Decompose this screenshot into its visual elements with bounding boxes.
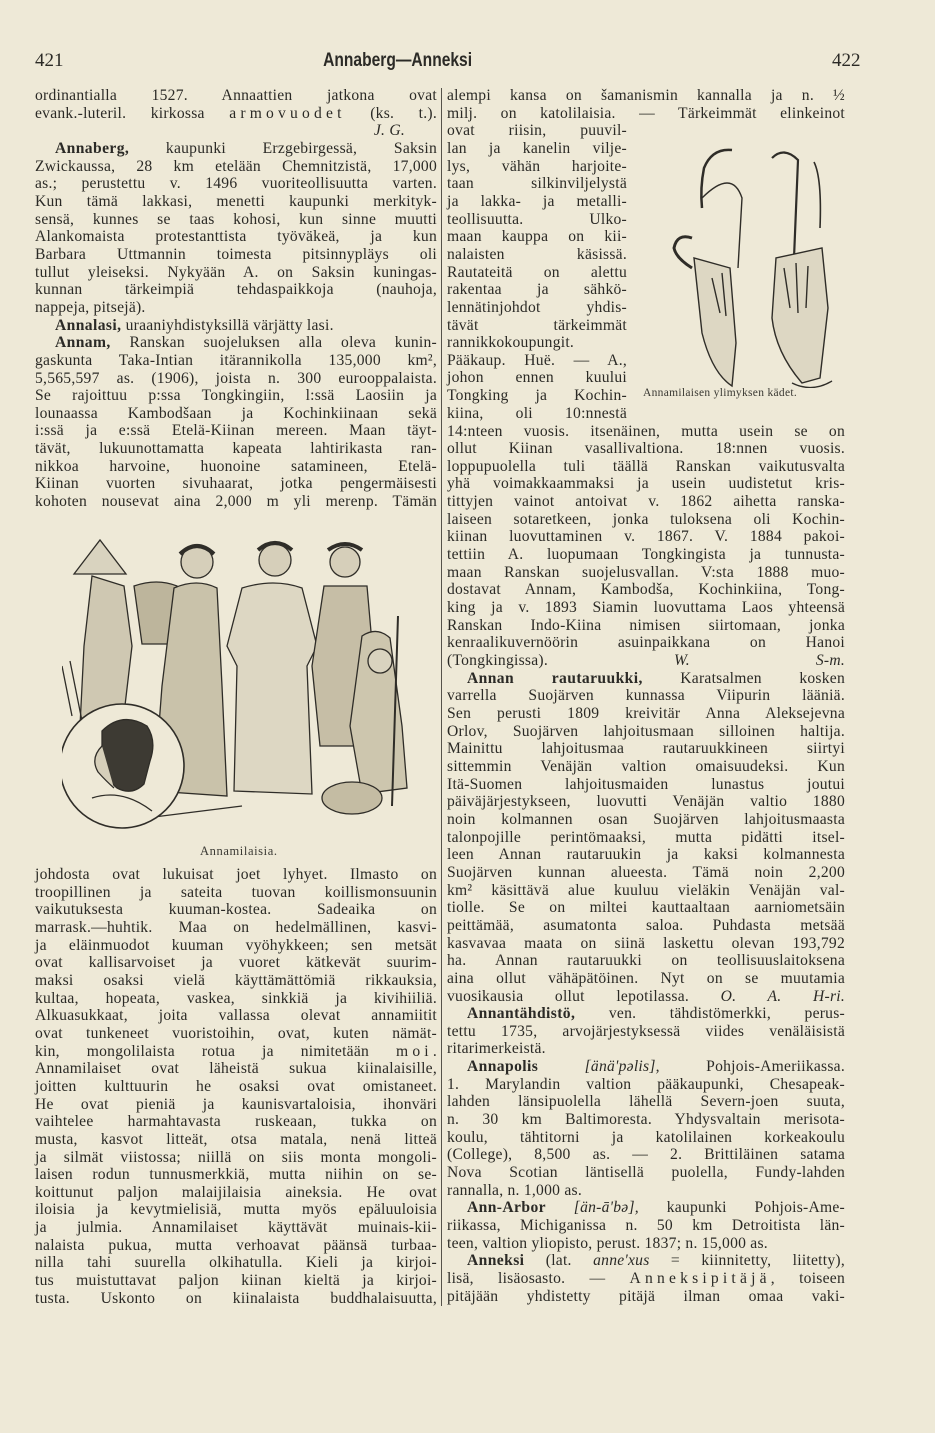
text-line [447, 122, 627, 140]
text-segment: lisä, lisäosasto. — [447, 1270, 630, 1287]
text-segment: ordinantialla 1527. Annaattien jatkona ovat [35, 87, 437, 104]
text-line [35, 1290, 437, 1308]
text-segment: ritarimerkeistä. [447, 1040, 546, 1058]
text-segment: vuosikausia ollut lepotilassa. [447, 987, 721, 1005]
text-line [447, 758, 845, 776]
text-segment [538, 1058, 584, 1075]
text-line [447, 1040, 845, 1058]
text-segment: tittyjen vainot antoivat v. 1862 aihetta ranska- [447, 493, 845, 511]
text-segment: Se rajoittuu p:ssa Tongkingiin, l:ssä Laosiin ja [35, 387, 437, 405]
text-line [35, 475, 437, 493]
text-segment: peittämää, asumatonta saloa. Puhdasta metsää [447, 916, 845, 934]
text-line [35, 175, 437, 193]
text-line [447, 369, 627, 387]
text-line [35, 334, 437, 352]
text-segment: noin kolmannen osan Suojärven lahjoitusmaasta [447, 810, 845, 828]
text-segment: km² käsittävä alue kuuluu vieläkin Venäjän val- [447, 881, 845, 899]
text-segment: johdosta ovat lukuisat joet lyhyet. Ilmasto on [35, 866, 437, 883]
text-line [447, 299, 627, 317]
text-segment: riikassa, Michiganissa n. 50 km Detroitista län- [447, 1217, 845, 1235]
text-line [447, 1093, 845, 1111]
text-line [447, 670, 845, 688]
text-line [35, 387, 437, 405]
text-line [35, 105, 437, 123]
text-line [35, 458, 437, 476]
text-line [447, 423, 845, 441]
text-segment: tävät, lukuunottamatta kapeata lahtirikasta ran- [35, 440, 437, 458]
text-segment: rannikkokoupungit. [447, 334, 575, 352]
text-segment: rannalla, n. 1,000 as. [447, 1181, 582, 1199]
text-line [447, 652, 845, 670]
text-line [447, 581, 845, 599]
italic-text: O. A. H-ri. [720, 987, 845, 1005]
text-line [35, 122, 437, 140]
annamese-people-illustration [62, 526, 442, 848]
text-segment: päiväjärjestykseen, luovutti Venäjän valtio 1880 [447, 793, 845, 811]
text-line [447, 740, 845, 758]
text-line [447, 776, 845, 794]
text-line [35, 1237, 437, 1255]
text-segment: Alkuasukkaat, joita vallassa olevat annamiitit [35, 1007, 437, 1025]
text-line [447, 899, 845, 917]
text-line [35, 405, 437, 423]
text-segment: kohoten nousevat aina 2,000 m yli merenp. Tämän [35, 493, 437, 511]
text-line [35, 493, 437, 511]
text-line [447, 1270, 845, 1288]
text-segment: lan ja kanelin vilje- [447, 139, 627, 157]
text-line [447, 475, 845, 493]
text-line [447, 952, 845, 970]
text-segment: vaihtelee harmahtavasta ruskeaan, tukka on [35, 1113, 437, 1131]
text-line [447, 281, 627, 299]
text-line [35, 1025, 437, 1043]
text-segment: , toiseen [770, 1270, 845, 1287]
text-line [35, 87, 437, 105]
italic-text: [änä'pəlis], [584, 1058, 660, 1076]
text-line [35, 937, 437, 955]
text-segment: Kun tämä lakkasi, menetti kaupunki merkityk- [35, 192, 437, 210]
italic-text: [än-ā'bə], [573, 1199, 639, 1217]
text-segment: tiolle. Se on miltei kauttaaltaan aarniometsäin [447, 899, 845, 917]
text-line [447, 617, 845, 635]
text-segment: ja julmia. Annamilaiset käyttävät muinais-kii- [35, 1219, 437, 1237]
text-line [35, 954, 437, 972]
italic-text: J. G. [373, 122, 405, 140]
text-line [447, 352, 627, 370]
text-line [35, 884, 437, 902]
text-line [35, 1043, 437, 1061]
text-line [447, 829, 845, 847]
text-segment: johon ennen kuului [447, 369, 627, 387]
text-line [447, 1146, 845, 1164]
text-segment: nilla tahi suurella olkihatulla. Kieli ja kirjoi- [35, 1254, 437, 1272]
text-line [447, 528, 845, 546]
text-segment: teollisuutta. Ulko- [447, 210, 627, 228]
text-line [35, 1007, 437, 1025]
text-line [447, 405, 627, 423]
text-line [35, 370, 437, 388]
text-line [35, 246, 437, 264]
text-segment: lennätinjohdot yhdis- [447, 298, 627, 316]
text-segment: kultaa, hopeata, vaskea, sinkkiä ja kivihiiliä. [35, 989, 437, 1007]
page-number-left: 421 [35, 50, 64, 71]
text-segment: Tongking ja Kochin- [447, 387, 627, 405]
text-segment: koulu, tähtitorni ja katolilainen korkeakoulu [447, 1128, 845, 1146]
text-segment: 5,565,597 as. (1906), joista n. 300 eurooppalaista. [35, 369, 437, 387]
text-segment: 14:nteen vuosis. itsenäinen, mutta usein se on [447, 422, 845, 440]
text-segment: yhä voimakkaammaksi ja usein uudistetut kris- [447, 475, 845, 493]
text-segment: dostavat Annam, Kambodša, Kochinkiina, Tong- [447, 581, 845, 599]
text-segment: pitäjään yhdistetty pitäjä ilman omaa vaki- [447, 1287, 845, 1305]
text-segment: Nova Scotian läntisellä puolella, Fundy-lahden [447, 1164, 845, 1182]
text-segment: ven. tähdistömerkki, perus- [575, 1005, 845, 1023]
text-segment: sensä, kunnes se taas kohosi, kun sinne muutti [35, 210, 437, 228]
text-segment: ollut Kiinan vasallivaltiona. 18:nnen vuosis. [447, 440, 845, 458]
text-line [447, 246, 627, 264]
text-segment: uraaniyhdistyksillä värjätty lasi. [121, 316, 334, 334]
spaced-emphasis: armovuodet [229, 104, 346, 122]
text-segment: marrask.—huhtik. Maa on hedelmällinen, kasvi- [35, 918, 437, 936]
text-segment: nappeja, pitsejä). [35, 298, 146, 316]
text-segment: loppupuolella tuli täällä Ranskan vaikutusvalta [447, 457, 845, 475]
text-segment: kin, mongolilaista rotua ja nimitetään [35, 1042, 396, 1060]
text-line [35, 1060, 437, 1078]
text-line [35, 1254, 437, 1272]
entry-headword: Annantähdistö, [467, 1005, 576, 1023]
text-segment: iloisia ja kevytmielisiä, mutta myös epäluuloisia [35, 1201, 437, 1219]
text-line [447, 723, 845, 741]
text-line [447, 1111, 845, 1129]
text-line [35, 140, 437, 158]
text-segment: ja lakka- ja metalli- [447, 192, 627, 210]
text-segment: nikkoa harvoine, huonoine satamineen, Etelä- [35, 457, 437, 475]
text-segment: gaskunta Taka-Intian itärannikolla 135,000 km², [35, 351, 437, 369]
text-line [447, 970, 845, 988]
text-line [35, 211, 437, 229]
text-segment: (Tongkingissa). [447, 652, 674, 670]
spaced-emphasis: moi [395, 1042, 433, 1060]
text-line [447, 793, 845, 811]
text-segment: Kiinan vuorten sivuhaarat, jotka pengermäisesti [35, 475, 437, 493]
entry-headword: Annapolis [467, 1058, 539, 1076]
text-segment: Rautateitä on alettu [447, 263, 627, 281]
text-line [447, 140, 627, 158]
entry-headword: Anneksi [467, 1252, 525, 1270]
text-segment: kunnan tärkeimpiä tehdaspaikkoja (nauhoja, [35, 281, 437, 299]
text-segment: Ranskan Indo-Kiina nimisen siirtomaan, jonka [447, 616, 845, 634]
text-line [447, 511, 845, 529]
text-segment [546, 1199, 574, 1216]
text-segment: He ovat pieniä ja kaunisvartaloisia, ihonväri [35, 1095, 437, 1113]
text-segment: vaikutuksesta kuuman-kostea. Sadeaika on [35, 901, 437, 919]
text-line [35, 1184, 437, 1202]
text-segment: evank.-luteril. kirkossa [35, 104, 230, 122]
text-segment: tettu 1735, arvojärjestyksessä viides venäläisistä [447, 1022, 845, 1040]
spaced-emphasis: Anneksipitäjä [629, 1270, 771, 1287]
text-segment: koittunut paljon malaijilaisia aineksia. He ovat [35, 1183, 437, 1201]
text-segment: lys, vähän harjoite- [447, 157, 627, 175]
text-segment: kiina, oli 10:nnestä [447, 404, 627, 422]
entry-headword: Annan rautaruukki, [467, 669, 643, 687]
text-line [447, 158, 627, 176]
text-segment: teen, valtion yliopisto, perust. 1837; n. 15,000 as. [447, 1234, 768, 1252]
text-segment: talonpojille perintömaaksi, mutta pidätti itsel- [447, 828, 845, 846]
running-header-title: Annaberg—Anneksi [323, 50, 473, 71]
text-line [447, 1129, 845, 1147]
text-segment: varrella Suojärven kunnassa Viipurin lääniä. [447, 687, 845, 705]
text-segment: tullut yleiseksi. Nykyään A. on Saksin kuningas- [35, 263, 437, 281]
text-segment: 1. Marylandin valtion pääkaupunki, Chesapeak- [447, 1075, 845, 1093]
text-line [35, 1113, 437, 1131]
text-line [35, 158, 437, 176]
text-line [447, 228, 627, 246]
text-line [35, 1201, 437, 1219]
text-line [35, 1078, 437, 1096]
text-line [447, 175, 627, 193]
text-segment: Ranskan suojeluksen alla oleva kunin- [110, 334, 437, 352]
right-column-narrow-text [447, 122, 627, 422]
text-segment: tus muistuttavat paljon kiinan kieltä ja kirjoi- [35, 1272, 437, 1290]
text-segment: taan silkinviljelystä [447, 175, 627, 193]
text-segment: maan Ranskan suojelusvallan. V:sta 1888 muo- [447, 563, 845, 581]
text-segment: musta, kasvot litteät, otsa matala, nenä litteä [35, 1130, 437, 1148]
text-segment: as.; perustettu v. 1496 vuoriteollisuutta varten. [35, 175, 437, 193]
entry-headword: Ann-Arbor [467, 1199, 546, 1217]
text-line [35, 972, 437, 990]
text-line [447, 387, 627, 405]
text-segment: alempi kansa on šamanismin kannalla ja n. ½ [447, 87, 845, 104]
text-segment: joitten kulttuurin he osaksi ovat omistaneet. [35, 1077, 437, 1095]
text-line [447, 493, 845, 511]
text-line [447, 264, 627, 282]
text-line [447, 440, 845, 458]
text-segment: nalaista pukua, mutta verhoavat päänsä turbaa- [35, 1236, 437, 1254]
text-line [35, 919, 437, 937]
text-segment: n. 30 km Baltimoresta. Yhdysvaltain merisota- [447, 1111, 845, 1129]
text-line [447, 705, 845, 723]
text-segment: kiinan luovuttaminen v. 1867. V. 1884 pakoi- [447, 528, 845, 546]
text-segment: = kiinnitetty, liitetty), [649, 1252, 845, 1270]
text-line [35, 440, 437, 458]
text-segment: Pohjois-Ameriikassa. [659, 1058, 845, 1076]
text-segment: laisen rodun tunnusmerkkiä, mutta niihin on se- [35, 1166, 437, 1184]
text-segment: Pääkaup. Huë. — A., [447, 351, 627, 369]
text-line [35, 1096, 437, 1114]
text-segment: Itä-Suomen lahjoitusmaiden lunastus joutui [447, 775, 845, 793]
page-number-right: 422 [832, 50, 861, 71]
text-segment: kaupunki Erzgebirgessä, Saksin [129, 139, 437, 157]
text-segment: (ks. t.). [345, 104, 437, 122]
text-line [447, 882, 845, 900]
text-line [447, 1164, 845, 1182]
text-line [447, 1023, 845, 1041]
text-segment: Suojärven kunnan alueesta. Tämä noin 2,200 [447, 863, 845, 881]
text-segment: maan kauppa on kii- [447, 228, 627, 246]
text-segment: tävät tärkeimmät [447, 316, 627, 334]
text-segment: lahden länsipuolella lähellä Severn-joen suuta, [447, 1093, 845, 1111]
left-column-top-text [35, 87, 437, 511]
text-line [35, 317, 437, 335]
text-segment: (College), 8,500 as. — 2. Brittiläinen satama [447, 1146, 845, 1164]
text-line [447, 935, 845, 953]
text-line [447, 1235, 845, 1253]
text-segment: king ja v. 1893 Siamin luovuttama Laos yhteensä [447, 599, 845, 617]
right-column-top-text [447, 87, 845, 122]
text-line [447, 105, 845, 123]
text-segment: Mainittu lahjoitusmaa rautaruukkineen siirtyi [447, 740, 845, 758]
text-segment: lounaassa Kambodšaan ja Kochinkiinaan sekä [35, 404, 437, 422]
text-line [447, 458, 845, 476]
text-segment: troopillinen ja sateita tuovan koillismonsuunin [35, 883, 437, 901]
text-segment: Annamilaiset ovat läheistä sukua kiinalaisille, [35, 1060, 437, 1078]
text-line [447, 546, 845, 564]
text-segment: Orlov, Suojärven lahjoitusmaan silloinen haltija. [447, 722, 845, 740]
text-line [447, 1076, 845, 1094]
left-column-bottom-text [35, 866, 437, 1307]
text-line [35, 299, 437, 317]
text-line [35, 990, 437, 1008]
text-segment: maksi osaksi vielä käyttämättömiä rikkauksia, [35, 971, 437, 989]
text-segment: kaupunki Pohjois-Ame- [638, 1199, 845, 1217]
text-segment: rakentaa ja sähkö- [447, 281, 627, 299]
text-segment: Sen perusti 1809 kreivitär Anna Aleksejevna [447, 705, 845, 722]
text-segment: ha. Annan rautaruukki on teollisuuslaitoksena [447, 952, 845, 970]
text-segment: ovat riisin, puuvil- [447, 122, 627, 140]
text-segment: Barbara Uttmannin toimesta pitsinnypläys oli [35, 245, 437, 263]
text-line [447, 1058, 845, 1076]
text-segment: Zwickaussa, 28 km etelään Chemnitzistä, 17,000 [35, 157, 437, 175]
text-line [447, 917, 845, 935]
text-line [35, 193, 437, 211]
right-column-bottom-text [447, 423, 845, 1306]
text-line [35, 1219, 437, 1237]
text-segment: (lat. [524, 1252, 594, 1270]
text-segment: ja eläinmuodot kuuman vyöhykkeen; sen metsät [35, 936, 437, 954]
text-segment: Alankomaista protestanttista työväkeä, ja kun [35, 228, 437, 246]
text-segment: ovat kallisarvoiset ja vuoret kätkevät suurim- [35, 954, 437, 972]
italic-text: anne'xus [593, 1252, 650, 1270]
text-segment: aina ollut vähäpätöinen. Nyt on se muutamia [447, 969, 845, 987]
text-line [35, 281, 437, 299]
text-line [35, 1166, 437, 1184]
text-line [35, 1131, 437, 1149]
figure-caption-noble-hands: Annamilaisen ylimyksen kädet. [643, 387, 798, 399]
text-line [447, 564, 845, 582]
text-segment: tettiin A. luopumaan Tongkingista ja tunnusta- [447, 546, 845, 564]
text-segment: leen Annan rautaruukin ja kaksi kolmannesta [447, 846, 845, 864]
text-line [447, 599, 845, 617]
text-line [447, 634, 845, 652]
text-line [447, 687, 845, 705]
text-line [35, 352, 437, 370]
text-line [447, 1199, 845, 1217]
text-line [35, 901, 437, 919]
text-segment: kenraalikuvernöörin asuinpaikkana on Hanoi [447, 634, 845, 652]
text-segment: sittemmin Venäjän valtion omaisuudeksi. Kun [447, 757, 845, 775]
figure-caption-annamese-people: Annamilaisia. [200, 844, 278, 858]
entry-headword: Annam, [55, 334, 111, 352]
text-line [35, 422, 437, 440]
text-line [447, 1217, 845, 1235]
text-segment: i:ssä ja e:ssä Etelä-Kiinan mereen. Maan täyt- [35, 422, 437, 440]
text-segment: ovat tunkeneet vuoristoihin, ovat, kuten nämät- [35, 1024, 437, 1042]
text-segment: ja silmät viistossa; niillä on siis monta mongoli- [35, 1148, 437, 1166]
italic-text: W. S-m. [673, 652, 845, 670]
entry-headword: Annalasi, [55, 316, 122, 334]
text-line [447, 317, 627, 335]
text-line [447, 334, 627, 352]
text-line [447, 1182, 845, 1200]
text-segment: laiseen sotaretkeen, jonka tuloksena oli Kochin- [447, 510, 845, 528]
text-line [447, 1288, 845, 1306]
text-line [447, 1252, 845, 1270]
text-line [447, 864, 845, 882]
text-line [35, 1272, 437, 1290]
text-line [35, 866, 437, 884]
text-line [447, 87, 845, 105]
text-line [447, 988, 845, 1006]
entry-headword: Annaberg, [55, 139, 130, 157]
text-line [35, 1149, 437, 1167]
text-segment: tusta. Uskonto on kiinalaista buddhalaisuutta, [35, 1289, 437, 1307]
text-segment: . [432, 1042, 437, 1060]
text-segment: milj. on katolilaisia. — Tärkeimmät elinkeinot [447, 104, 845, 122]
text-line [447, 846, 845, 864]
text-line [447, 1005, 845, 1023]
text-line [447, 211, 627, 229]
text-line [35, 228, 437, 246]
text-line [447, 811, 845, 829]
noble-hands-illustration [672, 138, 850, 388]
text-line [35, 264, 437, 282]
text-line [447, 193, 627, 211]
text-segment: kasvavaa maata on siinä laskettu olevan 193,792 [447, 934, 845, 952]
text-segment: Karatsalmen kosken [642, 669, 845, 687]
text-segment: nalaisten käsissä. [447, 245, 627, 263]
